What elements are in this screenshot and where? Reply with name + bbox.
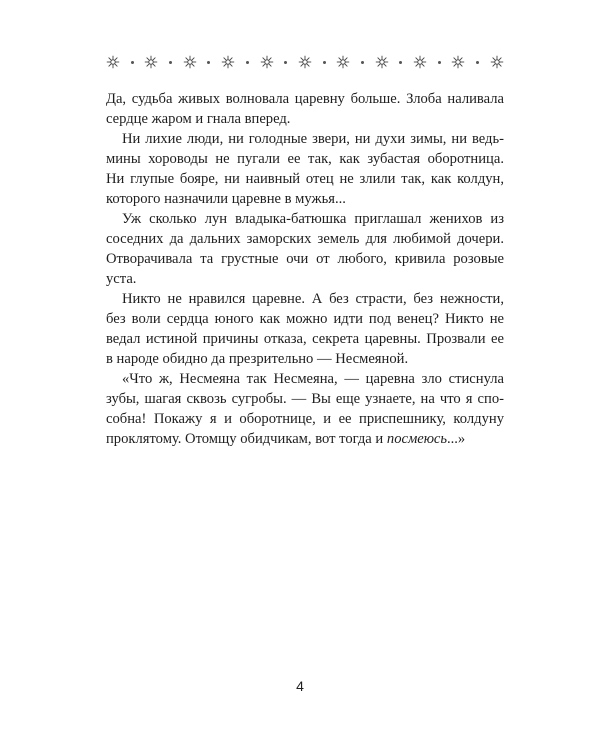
snowflake-star-icon [221, 55, 235, 69]
text-line-11: Никто не нравился царевне. А без страсти, без нежности, [122, 291, 504, 307]
snowflake-star-icon [106, 55, 120, 69]
text-line-4: мины хороводы не пугали ее так, как зубастая оборотница. [106, 151, 504, 167]
text-line-2: сердце жаром и гнала вперед. [106, 111, 291, 127]
page-number: 4 [296, 678, 304, 694]
snowflake-star-icon [183, 55, 197, 69]
text-line-7: Уж сколько лун владыка-батюшка приглашал женихов из [122, 211, 504, 227]
ornament-dot [323, 61, 326, 64]
snowflake-star-icon [490, 55, 504, 69]
ornament-divider [106, 52, 504, 72]
text-line-6: которого назначили царевне в мужья... [106, 191, 346, 207]
body-text [106, 89, 504, 449]
snowflake-star-icon [375, 55, 389, 69]
text-line-3: Ни лихие люди, ни голодные звери, ни духи зимы, ни ведь- [122, 131, 504, 147]
text-line-1: Да, судьба живых волновала царевну больше. Злоба наливала [106, 91, 504, 107]
ornament-dot [476, 61, 479, 64]
ornament-dot [246, 61, 249, 64]
ornament-dot [361, 61, 364, 64]
text-line-10: уста. [106, 271, 137, 287]
snowflake-star-icon [260, 55, 274, 69]
text-line-12: без воли сердца юного как можно идти под венец? Никто не [106, 311, 504, 327]
text-line-16: зубы, шагая сквозь сугробы. — Вы еще узнаете, на что я спо- [106, 391, 504, 407]
final-line-text: проклятому. Отомщу обидчикам, вот тогда и [106, 431, 387, 447]
text-line-17: собна! Покажу я и оборотнице, и ее приспешнику, колдуну [106, 411, 504, 427]
ornament-dot [169, 61, 172, 64]
text-line-14: в народе обидно да презрительно — Несмеяной. [106, 351, 409, 367]
snowflake-star-icon [451, 55, 465, 69]
snowflake-star-icon [298, 55, 312, 69]
ornament-dot [207, 61, 210, 64]
text-line-9: Отворачивала та грустные очи от любого, кривила розовые [106, 251, 504, 267]
text-line-8: соседних да дальних заморских земель для любимой дочери. [106, 231, 504, 247]
text-line-13: ведал истиной причины отказа, секрета царевны. Прозвали ее [106, 331, 504, 347]
snowflake-star-icon [144, 55, 158, 69]
text-line-18 [106, 429, 504, 449]
ornament-dot [131, 61, 134, 64]
ornament-dot [438, 61, 441, 64]
snowflake-star-icon [413, 55, 427, 69]
snowflake-star-icon [336, 55, 350, 69]
text-line-5: Ни глупые бояре, ни наивный отец не злили так, как колдун, [106, 171, 504, 187]
ornament-dot [284, 61, 287, 64]
final-line-tail: ...» [446, 431, 466, 447]
text-line-15: «Что ж, Несмеяна так Несмеяна, — царевна зло стиснула [122, 371, 504, 387]
final-line-italic: посмеюсь [386, 431, 447, 447]
ornament-dot [399, 61, 402, 64]
